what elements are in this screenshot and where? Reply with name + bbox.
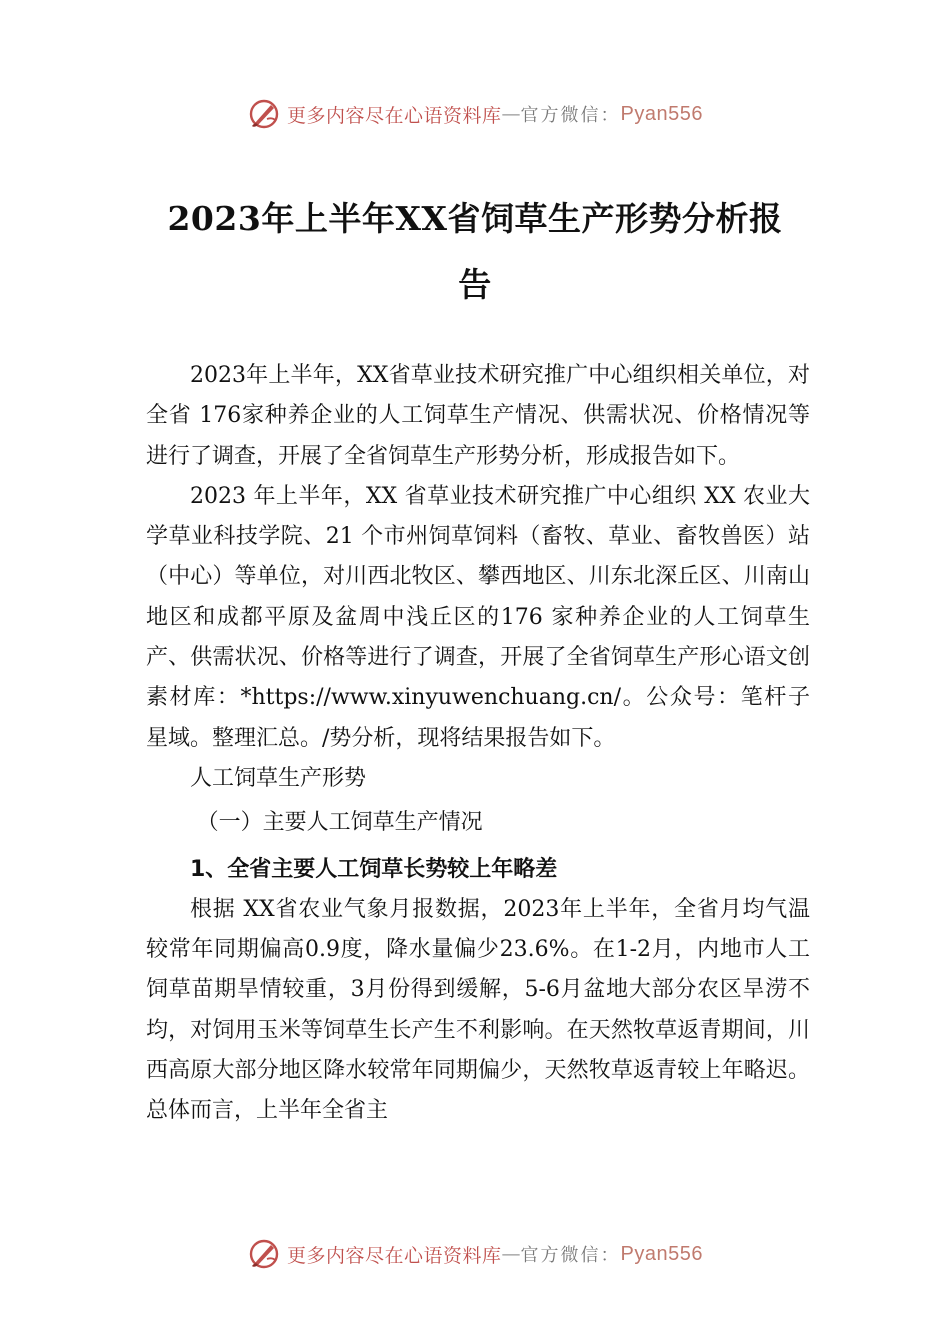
pen-brush-logo-icon — [247, 1237, 281, 1271]
banner-wechat-id: Pyan556 — [620, 102, 703, 125]
document-body — [146, 356, 810, 1132]
banner-wechat-id: Pyan556 — [620, 1242, 703, 1265]
numbered-heading: 1、全省主要人工饲草长势较上年略差 — [190, 856, 558, 882]
banner-main-text: 更多内容尽在心语资料库 — [287, 1244, 502, 1267]
banner-separator: — — [501, 103, 521, 125]
watermark-banner-bottom — [0, 1232, 950, 1276]
document-title — [120, 186, 830, 318]
pen-brush-logo-icon — [247, 97, 281, 131]
banner-wechat-label: 官方微信： — [520, 105, 621, 126]
banner-main-text: 更多内容尽在心语资料库 — [287, 104, 502, 127]
banner-separator: — — [501, 1243, 521, 1265]
subsection-heading: （一）主要人工饲草生产情况 — [196, 810, 483, 836]
paragraph-1: 2023年上半年，XX省草业技术研究推广中心组织相关单位，对全省 176家种养企业的人工饲草生产情况、供需状况、价格情况等进行了调查，开展了全省饲草生产形势分析，形成报告如下。 — [146, 363, 810, 469]
banner-wechat-label: 官方微信： — [520, 1245, 621, 1266]
section-heading: 人工饲草生产形势 — [190, 765, 367, 791]
paragraph-2: 2023 年上半年，XX 省草业技术研究推广中心组织 XX 农业大学草业科技学院、21 个市州饲草饲料（畜牧、草业、畜牧兽医）站（中心）等单位，对川西北牧区、攀西地区、川东北深丘区、川南山地区和成都平原及盆周中浅丘区的176 家种养企业的人工饲草生产、供需状况、价格等进行了调查，开展了全省饲草生产形心语文创素材库：*https://www.xinyuwenchuang.cn/。公众号：笔杆子星域。整理汇总。/势分析，现将结果报告如下。 — [146, 483, 810, 751]
paragraph-3: 根据 XX省农业气象月报数据，2023年上半年，全省月均气温较常年同期偏高0.9度，降水量偏少23.6%。在1-2月，内地市人工饲草苗期旱情较重，3月份得到缓解，5-6月盆地大部分农区旱涝不均，对饲用玉米等饲草生长产生不利影响。在天然牧草返青期间，川西高原大部分地区降水较常年同期偏少，天然牧草返青较上年略迟。总体而言，上半年全省主 — [146, 896, 810, 1124]
title-line-1: 2023年上半年XX省饲草生产形势分析报 — [167, 199, 783, 238]
title-line-2: 告 — [458, 265, 492, 304]
watermark-banner-top — [0, 92, 950, 136]
